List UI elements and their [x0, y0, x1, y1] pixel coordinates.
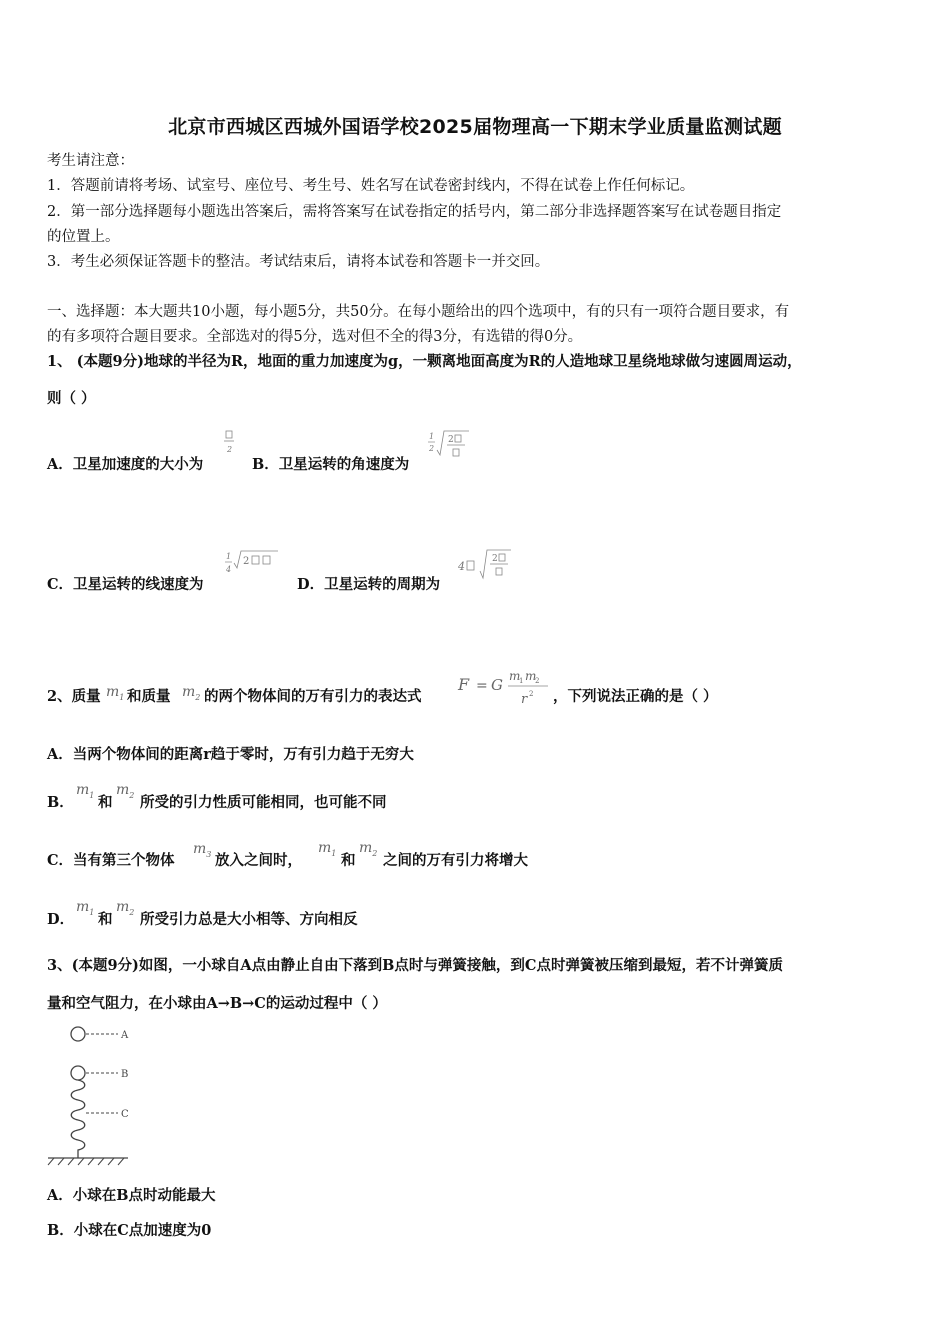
- svg-text:1: 1: [429, 432, 435, 441]
- svg-text:2: 2: [429, 444, 435, 453]
- q2-stem-part: ，下列说法正确的是（ ）: [553, 688, 718, 705]
- svg-text:2: 2: [492, 554, 498, 564]
- spring-ball-figure: [44, 1022, 136, 1170]
- q2-option-d: 所受引力总是大小相等、方向相反: [140, 911, 358, 928]
- q3-stem: 量和空气阻力，在小球由A→B→C的运动过程中（ ）: [47, 995, 387, 1012]
- q3-option-b: B．小球在C点加速度为0: [47, 1222, 212, 1239]
- ball-at-a: [71, 1027, 85, 1041]
- label-a: A: [121, 1030, 129, 1041]
- m1-symbol: $m_1$: [76, 782, 95, 800]
- q1-b-formula: [427, 428, 471, 464]
- m3-symbol: $m_3$: [193, 841, 212, 859]
- svg-text:=: =: [476, 678, 488, 694]
- svg-text:2: 2: [535, 677, 540, 685]
- q1-stem: 1、 (本题9分)地球的半径为R，地面的重力加速度为g，一颗离地面高度为R的人造地球卫星绕地球做匀速圆周运动，: [47, 353, 802, 370]
- notice-item: 的位置上。: [47, 229, 120, 245]
- notice-item: 2．第一部分选择题每小题选出答案后，需将答案写在试卷指定的括号内，第二部分非选择题答案写在试卷题目指定: [47, 204, 782, 220]
- svg-text:1: 1: [226, 552, 232, 561]
- svg-text:2: 2: [243, 556, 250, 567]
- q2-option-b-label: B．: [47, 794, 74, 811]
- svg-text:G: G: [491, 676, 503, 694]
- m1-symbol: $m_1$: [76, 899, 95, 917]
- q3-stem: 3、(本题9分)如图，一小球自A点由静止自由下落到B点时与弹簧接触，到C点时弹簧被压缩到最短，若不计弹簧质: [47, 957, 783, 974]
- q1-option-c: C．卫星运转的线速度为: [47, 576, 204, 593]
- q2-option-d-and: 和: [98, 911, 113, 928]
- q2-option-c-pre: C．当有第三个物体: [47, 852, 175, 869]
- label-b: B: [121, 1069, 129, 1080]
- q1-option-d: D．卫星运转的周期为: [297, 576, 441, 593]
- spring: [71, 1080, 85, 1158]
- q2-option-b-and: 和: [98, 794, 113, 811]
- gravitation-formula: [455, 664, 555, 710]
- q1-d-formula: [457, 546, 513, 586]
- svg-text:F: F: [458, 675, 470, 694]
- ball-at-b: [71, 1066, 85, 1080]
- q2-option-c-mid: 放入之间时，: [215, 852, 302, 869]
- q2-option-c-and: 和: [341, 852, 356, 869]
- m1-symbol: $m_1$: [318, 840, 337, 858]
- q1-a-formula: [222, 428, 238, 462]
- m2-symbol: $m_2$: [182, 684, 201, 702]
- svg-text:4: 4: [226, 565, 232, 574]
- svg-text:m: m: [525, 669, 537, 683]
- svg-text:1: 1: [519, 677, 524, 685]
- q1-option-b: B．卫星运转的角速度为: [252, 456, 410, 473]
- notice-item: 3．考生必须保证答题卡的整洁。考试结束后，请将本试卷和答题卡一并交回。: [47, 254, 550, 270]
- q2-option-a: A．当两个物体间的距离r趋于零时，万有引力趋于无穷大: [47, 746, 414, 763]
- svg-text:m: m: [509, 669, 521, 683]
- q1-c-formula: [224, 549, 280, 581]
- svg-text:4: 4: [458, 560, 465, 573]
- svg-text:2: 2: [448, 435, 454, 445]
- m2-symbol: $m_2$: [116, 782, 135, 800]
- section-intro: 一、选择题：本大题共10小题，每小题5分，共50分。在每小题给出的四个选项中，有的只有一项符合题目要求，有: [47, 304, 790, 320]
- svg-text:2: 2: [227, 445, 233, 454]
- notice-heading: 考生请注意：: [47, 153, 134, 169]
- m1-symbol: $m_1$: [106, 684, 125, 702]
- m2-symbol: $m_2$: [359, 840, 378, 858]
- section-intro: 的有多项符合题目要求。全部选对的得5分，选对但不全的得3分，有选错的得0分。: [47, 329, 583, 345]
- svg-text:2: 2: [529, 690, 534, 698]
- svg-text:r: r: [521, 692, 528, 707]
- q2-stem-part: 2、质量: [47, 688, 101, 705]
- q3-option-a: A．小球在B点时动能最大: [47, 1187, 216, 1204]
- label-c: C: [121, 1109, 129, 1120]
- q2-option-c-post: 之间的万有引力将增大: [383, 852, 528, 869]
- q2-stem-part: 和质量: [127, 688, 171, 705]
- q1-option-a: A．卫星加速度的大小为: [47, 456, 204, 473]
- notice-item: 1．答题前请将考场、试室号、座位号、考生号、姓名写在试卷密封线内，不得在试卷上作任何标记。: [47, 178, 695, 194]
- m2-symbol: $m_2$: [116, 899, 135, 917]
- q2-option-b: 所受的引力性质可能相同，也可能不同: [140, 794, 387, 811]
- q2-option-d-label: D．: [47, 911, 75, 928]
- q2-stem-part: 的两个物体间的万有引力的表达式: [204, 688, 422, 705]
- q1-stem: 则（ ）: [47, 390, 96, 407]
- page-title: 北京市西城区西城外国语学校2025届物理高一下期末学业质量监测试题: [168, 116, 782, 138]
